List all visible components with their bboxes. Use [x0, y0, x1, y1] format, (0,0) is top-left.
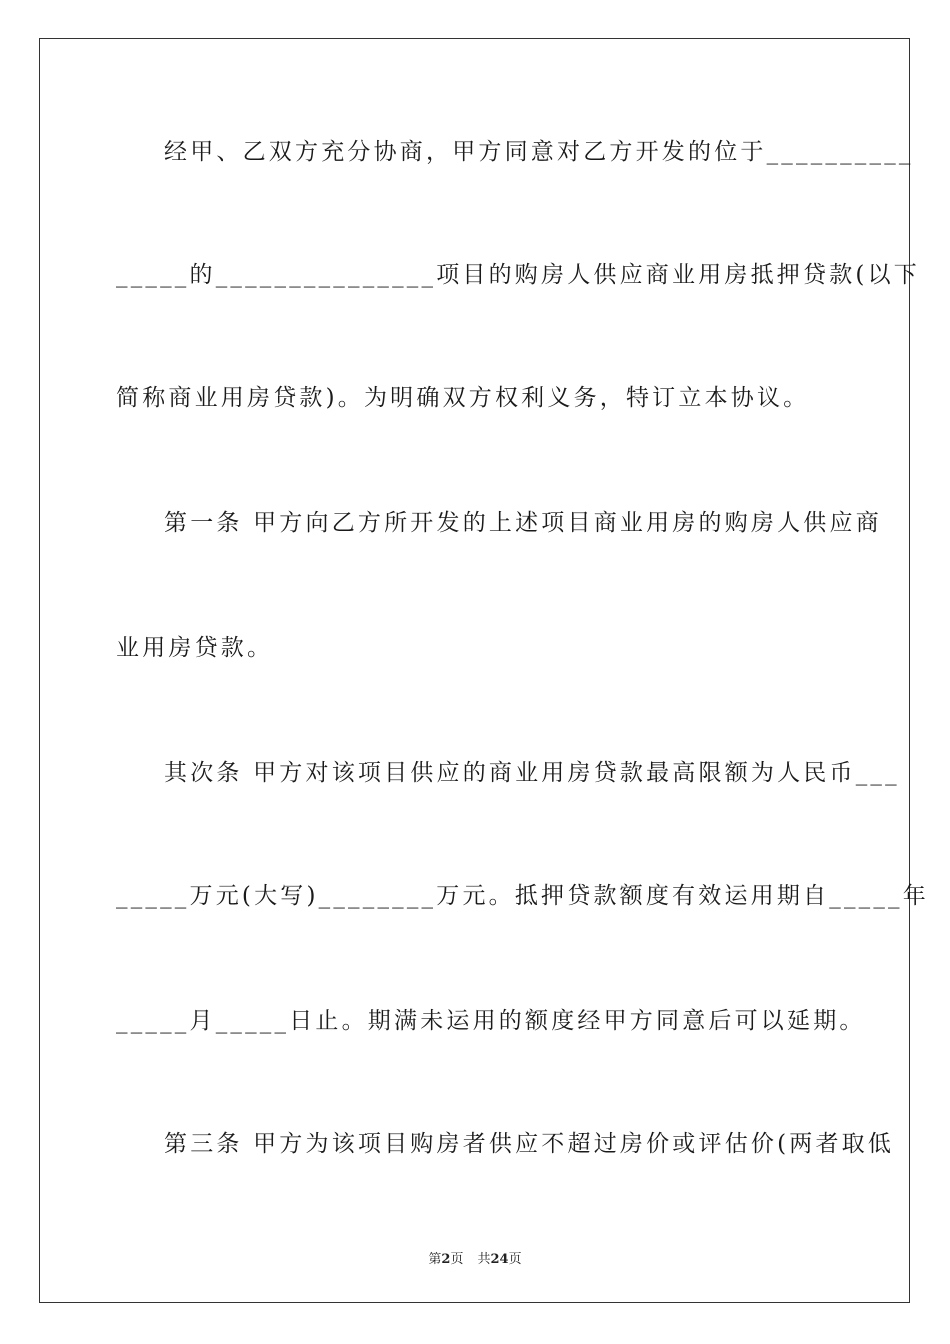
article-2-line-3: _____月_____日止。期满未运用的额度经甲方同意后可以延期。 [116, 1008, 866, 1034]
total-label-suffix: 页 [508, 1252, 522, 1267]
article-2-line-2: _____万元(大写)________万元。抵押贷款额度有效运用期自_____年 [116, 883, 929, 909]
article-2-line-1: 其次条 甲方对该项目供应的商业用房贷款最高限额为人民币___ [164, 760, 900, 786]
article-1-line-1: 第一条 甲方向乙方所开发的上述项目商业用房的购房人供应商 [164, 510, 882, 536]
total-label-prefix: 共 [477, 1252, 491, 1267]
paragraph-line-2: _____的_______________项目的购房人供应商业用房抵押贷款(以下 [116, 262, 920, 288]
page-border [39, 38, 929, 1303]
article-1-line-2: 业用房贷款。 [116, 635, 274, 661]
paragraph-line-1: 经甲、乙双方充分协商，甲方同意对乙方开发的位于__________ [164, 139, 914, 165]
total-pages: 24 [490, 1252, 509, 1267]
page-label-suffix: 页 [450, 1252, 464, 1267]
page-label-prefix: 第 [428, 1252, 442, 1267]
paragraph-line-3: 简称商业用房贷款)。为明确双方权利义务，特订立本协议。 [116, 385, 810, 411]
page-number: 2 [441, 1252, 451, 1267]
page-footer [0, 1248, 950, 1267]
article-3-line-1: 第三条 甲方为该项目购房者供应不超过房价或评估价(两者取低 [164, 1131, 895, 1157]
